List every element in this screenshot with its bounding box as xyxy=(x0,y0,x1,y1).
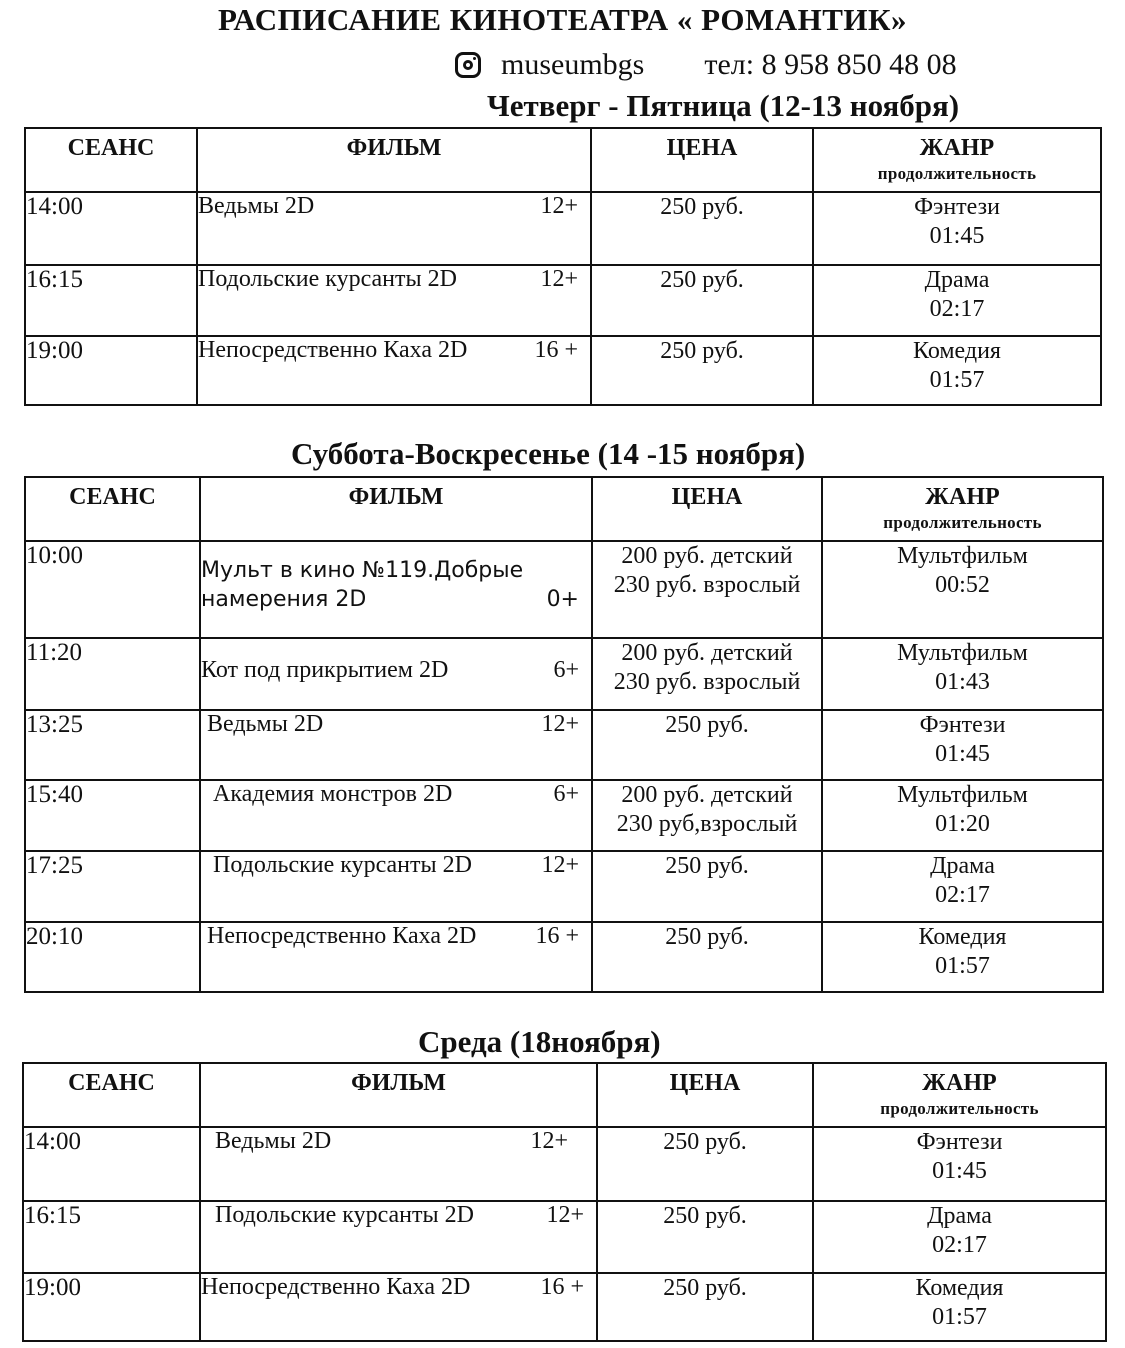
genre-label: ЖАНР xyxy=(922,1070,997,1096)
film-title: Подольские курсанты 2D xyxy=(213,852,472,878)
column-header-session: СЕАНС xyxy=(25,128,197,192)
column-header-film: ФИЛЬМ xyxy=(197,128,591,192)
instagram-icon xyxy=(455,52,481,78)
instagram-handle: museumbgs xyxy=(501,48,645,81)
age-rating: 12+ xyxy=(530,1128,568,1154)
table-row xyxy=(25,922,1103,992)
age-rating: 12+ xyxy=(541,852,579,878)
film-title: Кот под прикрытием 2D xyxy=(201,657,449,683)
duration: 02:17 xyxy=(935,881,990,908)
genre-label: ЖАНР xyxy=(919,135,995,161)
film-title: Непосредственно Каха 2D xyxy=(207,923,477,949)
duration-label: продолжительность xyxy=(877,164,1037,183)
column-header-session: СЕАНС xyxy=(23,1063,200,1127)
duration: 01:57 xyxy=(932,1303,987,1330)
age-rating: 16 + xyxy=(540,1274,584,1300)
session-time: 13:25 xyxy=(25,710,200,780)
session-time: 19:00 xyxy=(23,1273,200,1341)
genre: Драма xyxy=(930,853,995,879)
genre: Комедия xyxy=(915,1275,1004,1301)
age-rating: 12+ xyxy=(541,711,579,737)
genre: Фэнтези xyxy=(916,1129,1003,1155)
price: 250 руб. xyxy=(591,192,813,265)
table-row xyxy=(25,780,1103,851)
film-title: Ведьмы 2D xyxy=(215,1128,332,1154)
session-time: 17:25 xyxy=(25,851,200,922)
session-time: 11:20 xyxy=(25,638,200,710)
price-adult: 230 руб,взрослый xyxy=(616,810,798,837)
session-time: 14:00 xyxy=(23,1127,200,1201)
genre: Мультфильм xyxy=(897,640,1028,666)
column-header-film: ФИЛЬМ xyxy=(200,477,592,541)
age-rating: 12+ xyxy=(546,1202,584,1228)
section-title-wed: Среда (18ноября) xyxy=(418,1024,661,1059)
genre: Мультфильм xyxy=(897,782,1028,808)
duration: 02:17 xyxy=(929,295,985,322)
duration: 01:20 xyxy=(935,810,990,837)
column-header-film: ФИЛЬМ xyxy=(200,1063,597,1127)
session-time: 19:00 xyxy=(25,336,197,405)
age-rating: 6+ xyxy=(553,657,579,683)
table-row xyxy=(25,710,1103,780)
session-time: 15:40 xyxy=(25,780,200,851)
price-child: 200 руб. детский xyxy=(621,782,793,808)
column-header-price: ЦЕНА xyxy=(591,128,813,192)
duration: 01:45 xyxy=(929,222,985,249)
genre: Мультфильм xyxy=(897,543,1028,569)
session-time: 14:00 xyxy=(25,192,197,265)
film-title: Подольские курсанты 2D xyxy=(215,1202,474,1228)
schedule-table-wed xyxy=(22,1062,1107,1342)
age-rating: 12+ xyxy=(540,266,578,292)
duration: 02:17 xyxy=(932,1231,987,1258)
table-row xyxy=(23,1201,1106,1273)
price-adult: 230 руб. взрослый xyxy=(613,571,801,598)
section-title-sat-sun: Суббота-Воскресенье (14 -15 ноября) xyxy=(291,436,806,471)
table-row xyxy=(25,265,1101,336)
age-rating: 6+ xyxy=(553,781,579,807)
column-header-price: ЦЕНА xyxy=(597,1063,813,1127)
film-title-line1: Мульт в кино №119.Добрые xyxy=(201,558,524,583)
section-title-thu-fri: Четверг - Пятница (12-13 ноября) xyxy=(487,88,960,123)
session-time: 16:15 xyxy=(23,1201,200,1273)
table-row xyxy=(25,638,1103,710)
duration-label: продолжительность xyxy=(883,513,1042,532)
column-header-genre xyxy=(822,477,1103,541)
duration-label: продолжительность xyxy=(880,1099,1039,1118)
genre: Фэнтези xyxy=(919,712,1006,738)
column-header-price: ЦЕНА xyxy=(592,477,822,541)
duration: 01:57 xyxy=(935,952,990,979)
table-row xyxy=(25,192,1101,265)
film-title: Непосредственно Каха 2D xyxy=(201,1274,471,1300)
session-time: 10:00 xyxy=(25,541,200,638)
contact-line xyxy=(455,48,957,82)
genre: Драма xyxy=(924,267,990,293)
duration: 01:45 xyxy=(932,1157,987,1184)
session-time: 16:15 xyxy=(25,265,197,336)
duration: 01:45 xyxy=(935,740,990,767)
column-header-genre xyxy=(813,128,1101,192)
table-row xyxy=(25,336,1101,405)
age-rating: 0+ xyxy=(546,587,579,612)
schedule-table-sat-sun xyxy=(24,476,1104,993)
price-adult: 230 руб. взрослый xyxy=(613,668,801,695)
price: 250 руб. xyxy=(592,922,822,992)
genre-label: ЖАНР xyxy=(925,484,1000,510)
table-row xyxy=(25,541,1103,638)
duration: 01:43 xyxy=(935,668,990,695)
genre: Фэнтези xyxy=(914,194,1000,220)
column-header-session: СЕАНС xyxy=(25,477,200,541)
genre: Комедия xyxy=(918,924,1007,950)
price: 250 руб. xyxy=(592,851,822,922)
price: 250 руб. xyxy=(597,1273,813,1341)
session-time: 20:10 xyxy=(25,922,200,992)
duration: 01:57 xyxy=(929,366,985,393)
table-row xyxy=(23,1273,1106,1341)
price-child: 200 руб. детский xyxy=(621,640,793,666)
price-child: 200 руб. детский xyxy=(621,543,793,569)
film-title: Ведьмы 2D xyxy=(207,711,324,737)
phone-number: тел: 8 958 850 48 08 xyxy=(704,48,957,81)
column-header-genre xyxy=(813,1063,1106,1127)
price: 250 руб. xyxy=(591,336,813,405)
price: 250 руб. xyxy=(597,1127,813,1201)
film-title: Непосредственно Каха 2D xyxy=(198,337,468,363)
film-title: Подольские курсанты 2D xyxy=(198,266,457,292)
age-rating: 16 + xyxy=(534,337,578,363)
film-title-line2: намерения 2D xyxy=(201,587,367,612)
genre: Комедия xyxy=(913,338,1001,364)
genre: Драма xyxy=(927,1203,992,1229)
table-row xyxy=(23,1127,1106,1201)
duration: 00:52 xyxy=(935,571,990,598)
age-rating: 16 + xyxy=(535,923,579,949)
film-title: Ведьмы 2D xyxy=(198,193,315,219)
price: 250 руб. xyxy=(591,265,813,336)
film-title: Академия монстров 2D xyxy=(213,781,453,807)
age-rating: 12+ xyxy=(540,193,578,219)
page-title: РАСПИСАНИЕ КИНОТЕАТРА « РОМАНТИК» xyxy=(217,2,908,37)
price: 250 руб. xyxy=(597,1201,813,1273)
table-row xyxy=(25,851,1103,922)
price: 250 руб. xyxy=(592,710,822,780)
schedule-table-thu-fri xyxy=(24,127,1102,406)
